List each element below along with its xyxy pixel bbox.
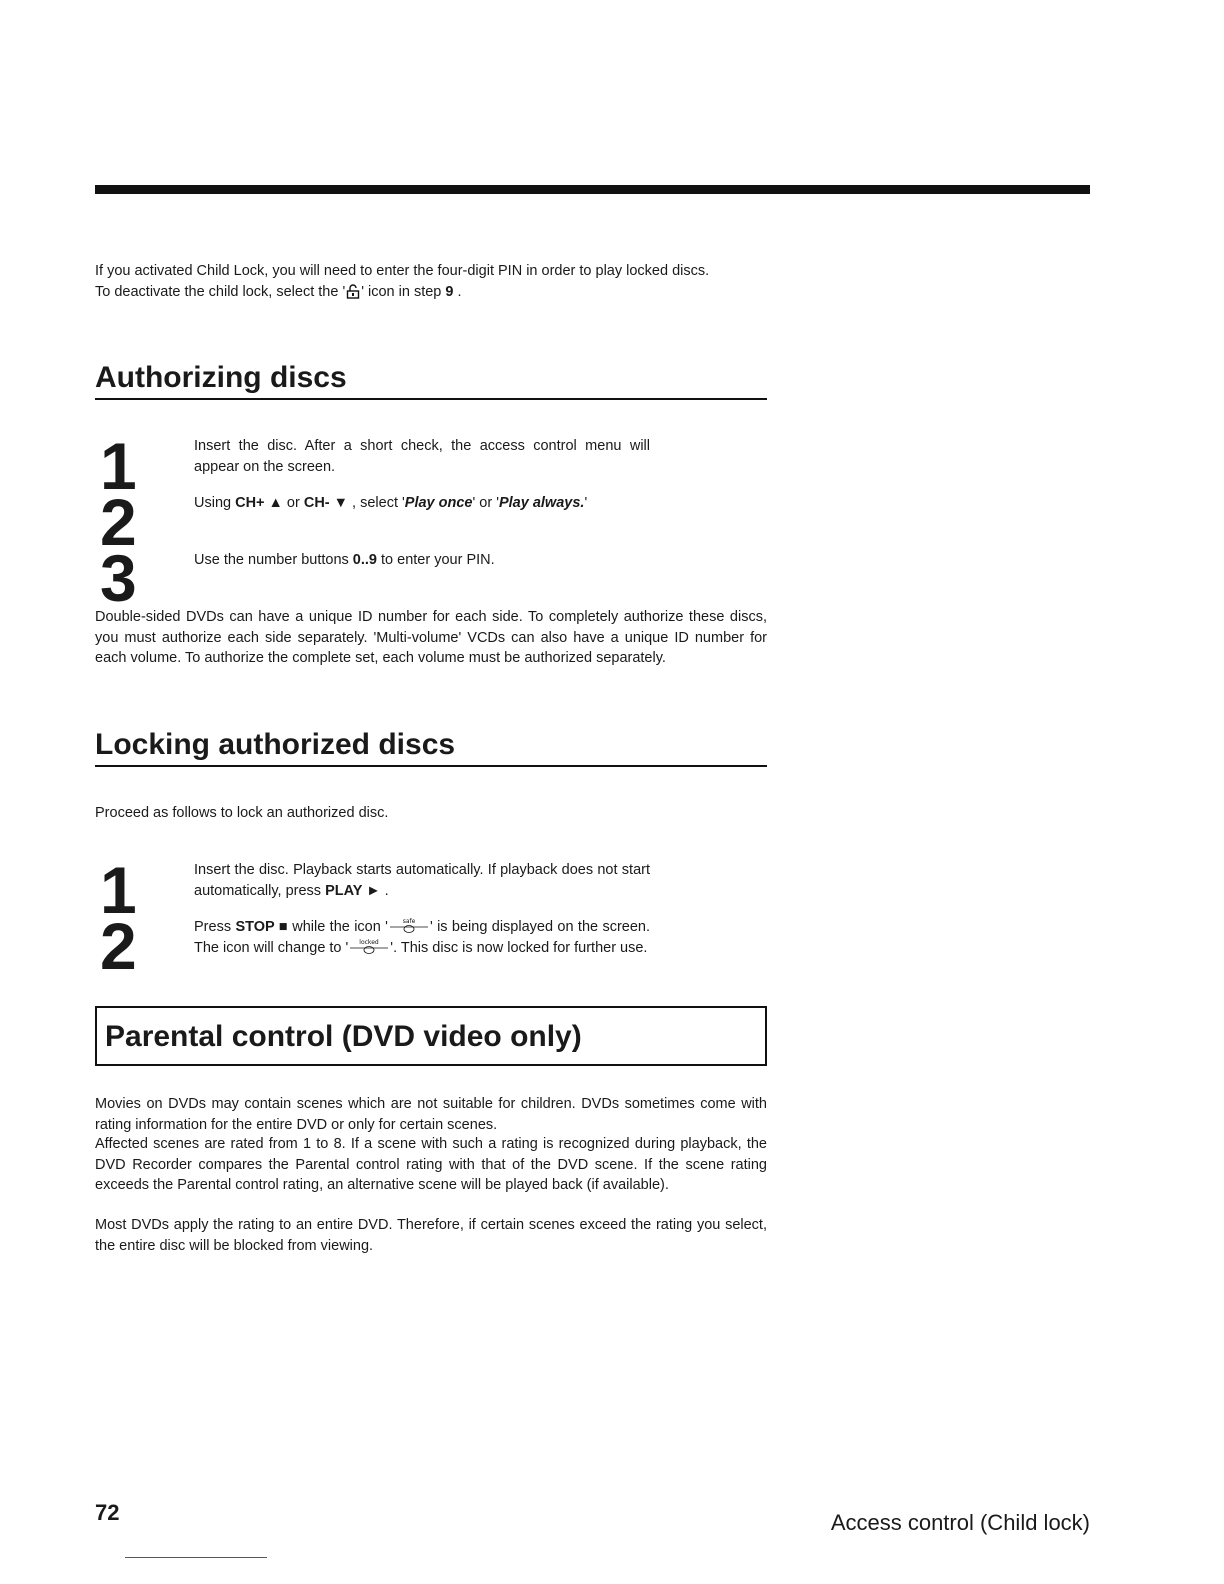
lock-step-1-text — [194, 860, 650, 901]
option-play-always: Play always. — [498, 495, 585, 511]
step-reference: 9 — [445, 283, 454, 300]
unlock-icon — [346, 284, 360, 299]
parental-paragraph-3: Most DVDs apply the rating to an entire DVD. Therefore, if certain scenes exceed the rating you select, the entire disc will be blocked from viewing. — [95, 1217, 767, 1254]
intro-line-2-mid: ' icon in step — [361, 283, 446, 300]
lock-step-2-text — [194, 917, 650, 958]
footer-section-title: Access control (Child lock) — [830, 1510, 1090, 1535]
lock-step-2-pre: Press — [194, 919, 236, 935]
auth-step-3-pre: Use the number buttons — [194, 552, 353, 568]
auth-step-3-number: 3 — [100, 541, 137, 615]
auth-step-2-or2: ' or ' — [472, 495, 499, 511]
authorizing-note: Double-sided DVDs can have a unique ID number for each side. To completely authorize these discs, you must authorize each side separately. 'Multi-volume' VCDs can also have a unique ID number for each volume. To authorize the complete set, each volume must be authorized separately. — [95, 609, 767, 666]
disc-locked-label: locked — [359, 938, 379, 946]
auth-step-3-text — [194, 550, 650, 571]
lock-step-2-post: '. This disc is now locked for further use. — [390, 939, 648, 956]
footer-rule — [125, 1557, 267, 1558]
locking-title: Locking authorized discs — [95, 727, 767, 767]
auth-step-2-text — [194, 493, 650, 514]
header-rule — [95, 185, 1090, 194]
intro-line-2 — [95, 282, 767, 303]
parental-title-box — [95, 1006, 767, 1066]
lock-step-1-number: 1 — [100, 853, 137, 927]
parental-paragraph-1: Movies on DVDs may contain scenes which are not suitable for children. DVDs sometimes come with rating information for the entire DVD or only for certain scenes. — [95, 1096, 767, 1133]
intro-text — [95, 261, 767, 302]
number-keys: 0..9 — [352, 552, 377, 568]
intro-line-1: If you activated Child Lock, you will need to enter the four-digit PIN in order to play locked discs. — [95, 263, 710, 279]
disc-safe-label: safe — [402, 918, 416, 925]
locking-intro: Proceed as follows to lock an authorized disc. — [95, 805, 389, 821]
intro-line-2-pre: To deactivate the child lock, select the ' — [95, 283, 346, 300]
auth-step-2-pre: Using — [194, 495, 236, 511]
intro-line-2-post: . — [453, 283, 462, 300]
lock-step-2-number: 2 — [100, 909, 137, 983]
play-key: PLAY ► — [325, 882, 381, 899]
parental-title: Parental control (DVD video only) — [105, 1020, 582, 1053]
lock-step-1-pre: Insert the disc. Playback starts automatically. If playback does not start automatically, press — [194, 862, 650, 899]
lock-step-2-mid2: ' is being displayed on the screen. The icon will change to ' — [194, 919, 650, 956]
auth-step-2-post: ' — [584, 495, 588, 511]
stop-key: STOP ■ — [235, 919, 288, 935]
parental-paragraph-2: Affected scenes are rated from 1 to 8. If a scene with such a rating is recognized during playback, the DVD Recorder compares the Parental control rating with that of the DVD scene. If the scene rating exceeds the Parental control rating, an alternative scene will be played back (if available). — [95, 1136, 767, 1193]
page-number: 72 — [95, 1500, 120, 1525]
auth-step-2-or1: or — [282, 495, 304, 511]
option-play-once: Play once — [404, 495, 473, 511]
disc-locked-icon — [348, 938, 390, 956]
auth-step-2-mid: , select ' — [348, 495, 405, 511]
ch-down-key: CH- ▼ — [303, 495, 349, 511]
auth-step-1-text: Insert the disc. After a short check, the access control menu will appear on the screen. — [194, 438, 650, 475]
lock-step-2-mid1: while the icon ' — [287, 919, 388, 935]
ch-up-key: CH+ ▲ — [235, 495, 283, 511]
auth-step-1-number: 1 — [100, 429, 137, 503]
auth-step-3-post: to enter your PIN. — [376, 552, 495, 568]
disc-safe-icon — [388, 917, 430, 935]
lock-step-1-post: . — [380, 882, 389, 899]
auth-step-2-number: 2 — [100, 485, 137, 559]
authorizing-title: Authorizing discs — [95, 360, 767, 400]
